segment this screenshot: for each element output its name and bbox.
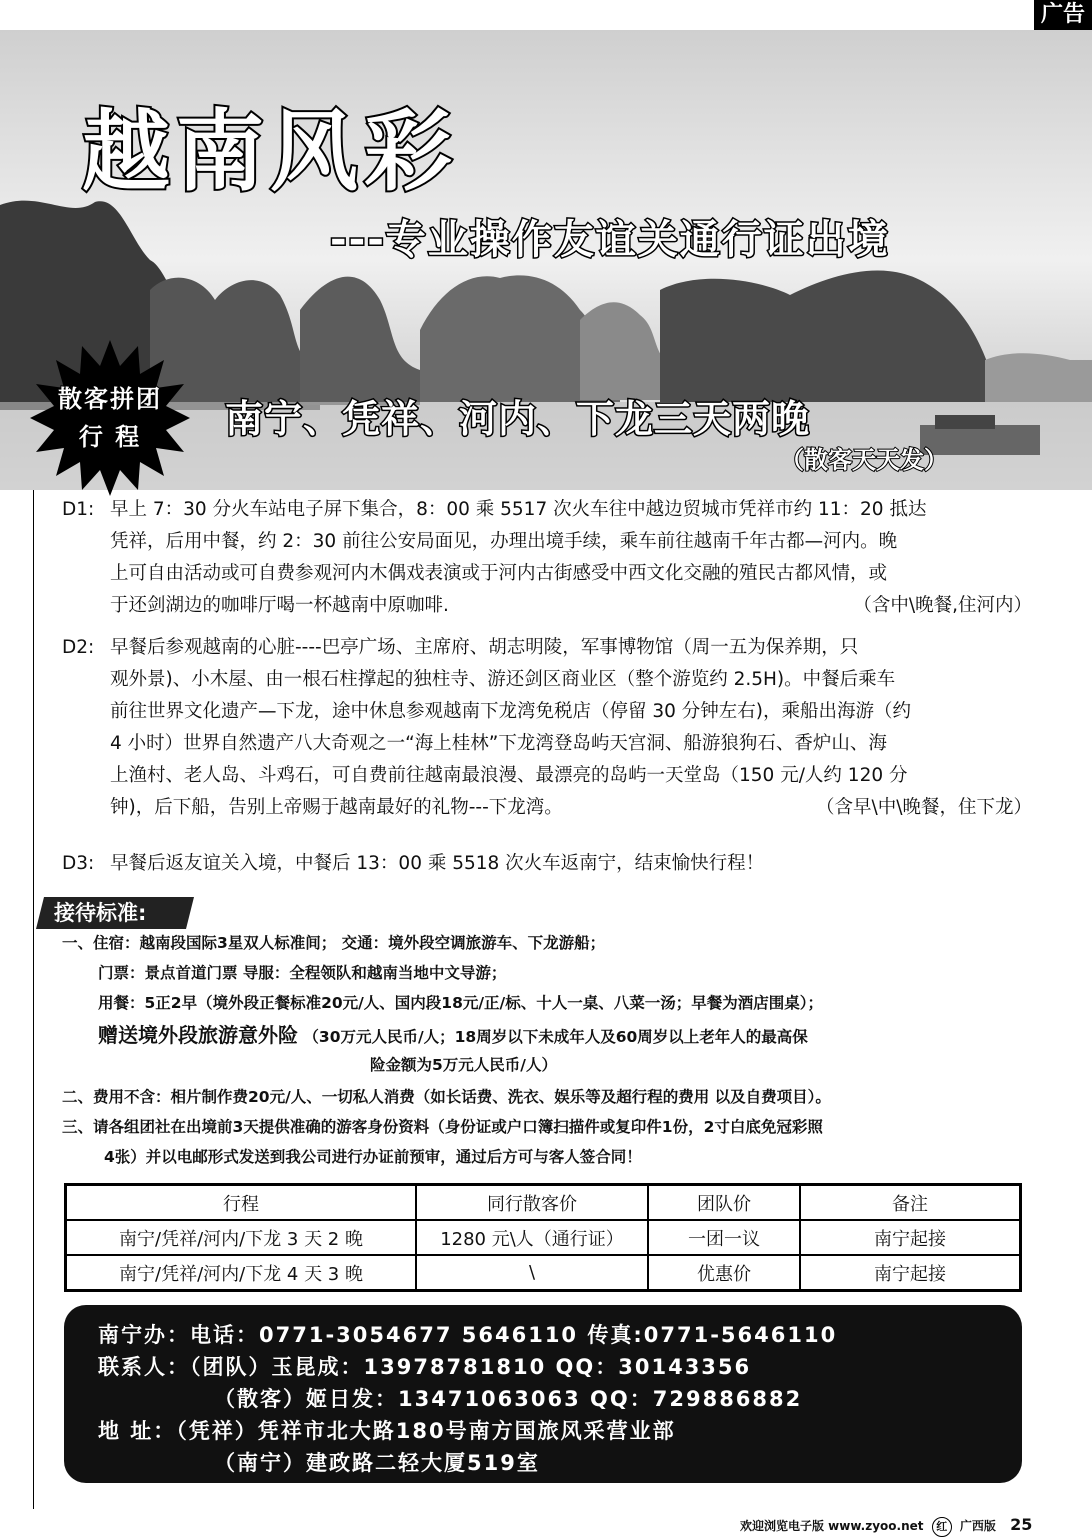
day-label: D1: [62,499,95,520]
footer-text: 欢迎浏览电子版 www.zyoo.net [740,1519,924,1533]
contact-line: 地 址：（凭祥）凭祥市北大路180号南方国旅风采营业部 [98,1419,676,1443]
table-cell: 南宁起接 [800,1220,1021,1255]
table-cell: 优惠价 [648,1255,800,1291]
day-1 [62,494,1042,622]
day-line: 上可自由活动或可自费参观河内木偶戏表演或于河内古街感受中西文化交融的殖民古都风情，或 [110,563,888,584]
day-line: 凭祥，后用中餐，约 2：30 前往公安局面见，办理出境手续，乘车前往越南千年古都—河内。晚 [110,531,898,552]
booking-note-1: 三、请各组团社在出境前3天提供准确的游客身份资料（身份证或户口簿扫描件或复印件1份，2寸白底免冠彩照 [62,1118,823,1136]
standard-item: 门票：景点首道门票 导服：全程领队和越南当地中文导游； [98,964,507,982]
table-header-row [66,1185,1021,1221]
insurance-line [98,1020,808,1052]
excluded-costs: 二、费用不含：相片制作费20元/人、一切私人消费（如长话费、洗衣、娱乐等及超行程的费用 以及自费项目）。 [62,1088,831,1106]
day-label: D2: [62,637,95,658]
ad-tag: 广告 [1034,0,1092,30]
footer-edition: 广西版 [959,1519,996,1533]
subtitle: ---专业操作友谊关通行证出境 [330,217,890,263]
day-3 [62,848,1042,880]
day-line: 早餐后参观越南的心脏----巴亭广场、主席府、胡志明陵，军事博物馆（周一五为保养期，只 [110,637,859,658]
contact-box [64,1305,1022,1483]
table-row [66,1255,1021,1291]
table-row [66,1220,1021,1255]
footer [740,1515,1032,1537]
day-line: 上渔村、老人岛、斗鸡石，可自费前往越南最浪漫、最漂亮的岛屿一天堂岛（150 元/人约 120 分 [110,765,908,786]
day-line: 观外景)、小木屋、由一根石柱撑起的独柱寺、游还剑区商业区（整个游览约 2.5H)。中餐后乘车 [110,669,896,690]
route-title: 南宁、凭祥、河内、下龙三天两晚 [225,397,811,441]
day-note: （含中\晚餐,住河内） [853,595,1032,616]
booking-note-2: 4张）并以电邮形式发送到我公司进行办证前预审，通过后方可与客人签合同！ [104,1148,642,1166]
insurance-label: 赠送境外段旅游意外险 [98,1023,298,1047]
table-header: 同行散客价 [416,1185,648,1221]
insurance-text: （30万元人民币/人；18周岁以下未成年人及60周岁以上老年人的最高保 [303,1028,808,1046]
publication-logo-icon: 红 [932,1517,952,1537]
day-line: 于还剑湖边的咖啡厅喝一杯越南中原咖啡. [110,595,449,616]
main-title: 越南风彩 [82,100,459,203]
table-header: 团队价 [648,1185,800,1221]
table-cell: 一团一议 [648,1220,800,1255]
day-line: 早餐后返友谊关入境，中餐后 13：00 乘 5518 次火车返南宁，结束愉快行程！ [110,853,765,874]
day-line: 前往世界文化遗产—下龙，途中休息参观越南下龙湾免税店（停留 30 分钟左右)，乘船出海游（约 [110,701,912,722]
contact-line: 南宁办：电话：0771-3054677 5646110 传真:0771-5646110 [98,1323,838,1347]
day-line: 早上 7：30 分火车站电子屏下集合，8：00 乘 5517 次火车往中越边贸城市凭祥市约 11：20 抵达 [110,499,927,520]
page-number: 25 [1010,1515,1033,1534]
day-line: 钟)，后下船，告别上帝赐于越南最好的礼物---下龙湾。 [110,797,563,818]
badge-line1: 散客拼团 [58,385,162,413]
table-header: 行程 [66,1185,417,1221]
contact-line: （散客）姬日发：13471063063 QQ：729886882 [214,1387,803,1411]
table-cell: 南宁起接 [800,1255,1021,1291]
day-note: （含早\中\晚餐，住下龙） [816,797,1032,818]
day-2 [62,632,1042,824]
badge-line2: 行 程 [78,423,142,451]
badge-text [30,380,190,456]
insurance-text-2: 险金额为5万元人民币/人） [370,1056,557,1074]
route-subtitle: （散客天天发） [780,446,948,474]
day-label: D3: [62,853,95,874]
day-line: 4 小时）世界自然遗产八大奇观之一“海上桂林”下龙湾登岛屿天宫洞、船游狼狗石、香炉山、海 [110,733,887,754]
table-cell: 南宁/凭祥/河内/下龙 4 天 3 晚 [66,1255,417,1291]
standard-item: 用餐：5正2早（境外段正餐标准20元/人、国内段18元/正/标、十人一桌、八菜一汤；早餐为酒店围桌）； [98,994,823,1012]
table-header: 备注 [800,1185,1021,1221]
table-cell: \ [416,1255,648,1291]
table-cell: 1280 元\人（通行证） [416,1220,648,1255]
contact-line: （南宁）建政路二轻大厦519室 [214,1451,540,1475]
table-cell: 南宁/凭祥/河内/下龙 3 天 2 晚 [66,1220,417,1255]
standards-heading: 接待标准: [54,901,147,925]
contact-line: 联系人：（团队）玉昆成：13978781810 QQ：30143356 [98,1355,752,1379]
price-table [64,1183,1022,1292]
standard-item: 一、住宿：越南段国际3星双人标准间； 交通：境外段空调旅游车、下龙游船； [62,934,606,952]
